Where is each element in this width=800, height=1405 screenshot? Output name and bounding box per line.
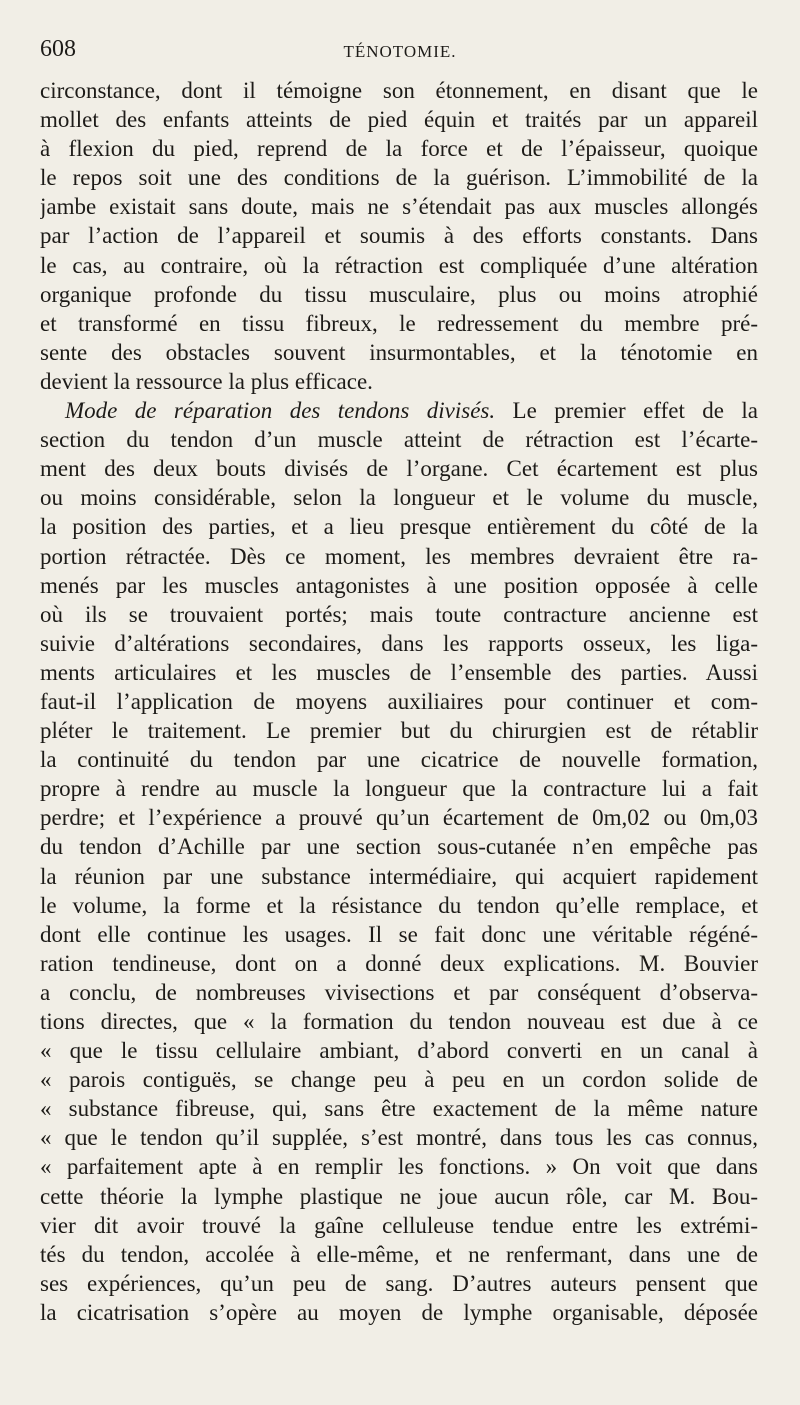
text-line: a conclu, de nombreuses vivisections et par conséquent d’observa-	[40, 979, 758, 1005]
text-line: perdre; et l’expérience a prouvé qu’un écartement de 0m,02 ou 0m,03	[40, 805, 758, 831]
text-line: section du tendon d’un muscle atteint de rétraction est l’écarte-	[40, 427, 758, 453]
text-line: le repos soit une des conditions de la guérison. L’immobilité de la	[40, 165, 758, 191]
text-line: sente des obstacles souvent insurmontables, et la ténotomie en	[40, 339, 758, 365]
text-line: pléter le traitement. Le premier but du chirurgien est de rétablir	[40, 718, 758, 744]
text-line: jambe existait sans doute, mais ne s’étendait pas aux muscles allongés	[40, 194, 758, 220]
text-line: menés par les muscles antagonistes à une position opposée à celle	[40, 572, 758, 598]
text-line: ments articulaires et les muscles de l’ensemble des parties. Aussi	[40, 659, 758, 685]
text-line: du tendon d’Achille par une section sous-cutanée n’en empêche pas	[40, 834, 758, 860]
text-line: le volume, la forme et la résistance du tendon qu’elle remplace, et	[40, 892, 758, 918]
text-line: organique profonde du tissu musculaire, plus ou moins atrophié	[40, 281, 758, 307]
text-line: mollet des enfants atteints de pied équin et traités par un appareil	[40, 107, 758, 133]
text-line: le cas, au contraire, où la rétraction est compliquée d’une altération	[40, 252, 758, 278]
text-line: cette théorie la lymphe plastique ne joue aucun rôle, car M. Bou-	[40, 1183, 758, 1209]
text-line: dont elle continue les usages. Il se fait donc une véritable régéné-	[40, 921, 758, 947]
text-line: la cicatrisation s’opère au moyen de lymphe organisable, déposée	[40, 1299, 758, 1325]
text-line: ou moins considérable, selon la longueur et le volume du muscle,	[40, 485, 758, 511]
body-text	[40, 76, 758, 1327]
text-line: « que le tendon qu’il supplée, s’est montré, dans tous les cas connus,	[40, 1125, 758, 1151]
text-line: portion rétractée. Dès ce moment, les membres devraient être ra-	[40, 543, 758, 569]
text-line: suivie d’altérations secondaires, dans les rapports osseux, les liga-	[40, 630, 758, 656]
text-line: la réunion par une substance intermédiaire, qui acquiert rapidement	[40, 863, 758, 889]
text-line: ment des deux bouts divisés de l’organe. Cet écartement est plus	[40, 456, 758, 482]
text-line: « substance fibreuse, qui, sans être exactement de la même nature	[40, 1096, 758, 1122]
text-line: « parois contiguës, se change peu à peu en un cordon solide de	[40, 1067, 758, 1093]
text-line: faut-il l’application de moyens auxiliaires pour continuer et com-	[40, 688, 758, 714]
text-line: propre à rendre au muscle la longueur que la contracture lui a fait	[40, 776, 758, 802]
running-head	[40, 36, 760, 72]
text-line: par l’action de l’appareil et soumis à des efforts constants. Dans	[40, 223, 758, 249]
text-line: tions directes, que « la formation du tendon nouveau est due à ce	[40, 1009, 758, 1034]
text-line: « que le tissu cellulaire ambiant, d’abord converti en un canal à	[40, 1038, 758, 1064]
text-line: ses expériences, qu’un peu de sang. D’autres auteurs pensent que	[40, 1270, 758, 1296]
section-heading: Mode de réparation des tendons divisés.	[65, 398, 496, 424]
text-line: et transformé en tissu fibreux, le redressement du membre pré-	[40, 310, 758, 336]
text-segment: Le premier effet de la	[495, 398, 758, 424]
text-line: vier dit avoir trouvé la gaîne celluleuse tendue entre les extrémi-	[40, 1212, 758, 1238]
text-line: tés du tendon, accolée à elle-même, et ne renfermant, dans une de	[40, 1241, 758, 1267]
text-line: circonstance, dont il témoigne son étonnement, en disant que le	[40, 78, 758, 103]
text-line: ration tendineuse, dont on a donné deux explications. M. Bouvier	[40, 950, 758, 976]
text-line: la position des parties, et a lieu presque entièrement du côté de la	[40, 514, 758, 540]
text-line: « parfaitement apte à en remplir les fonctions. » On voit que dans	[40, 1154, 758, 1180]
text-line: la continuité du tendon par une cicatrice de nouvelle formation,	[40, 747, 758, 773]
page-number: 608	[40, 36, 76, 62]
running-title: TÉNOTOMIE.	[343, 42, 457, 61]
text-line: où ils se trouvaient portés; mais toute contracture ancienne est	[40, 601, 758, 627]
text-line: devient la ressource la plus efficace.	[40, 368, 373, 394]
paragraph-lead-line	[40, 396, 758, 425]
text-line: à flexion du pied, reprend de la force et de l’épaisseur, quoique	[40, 136, 758, 162]
